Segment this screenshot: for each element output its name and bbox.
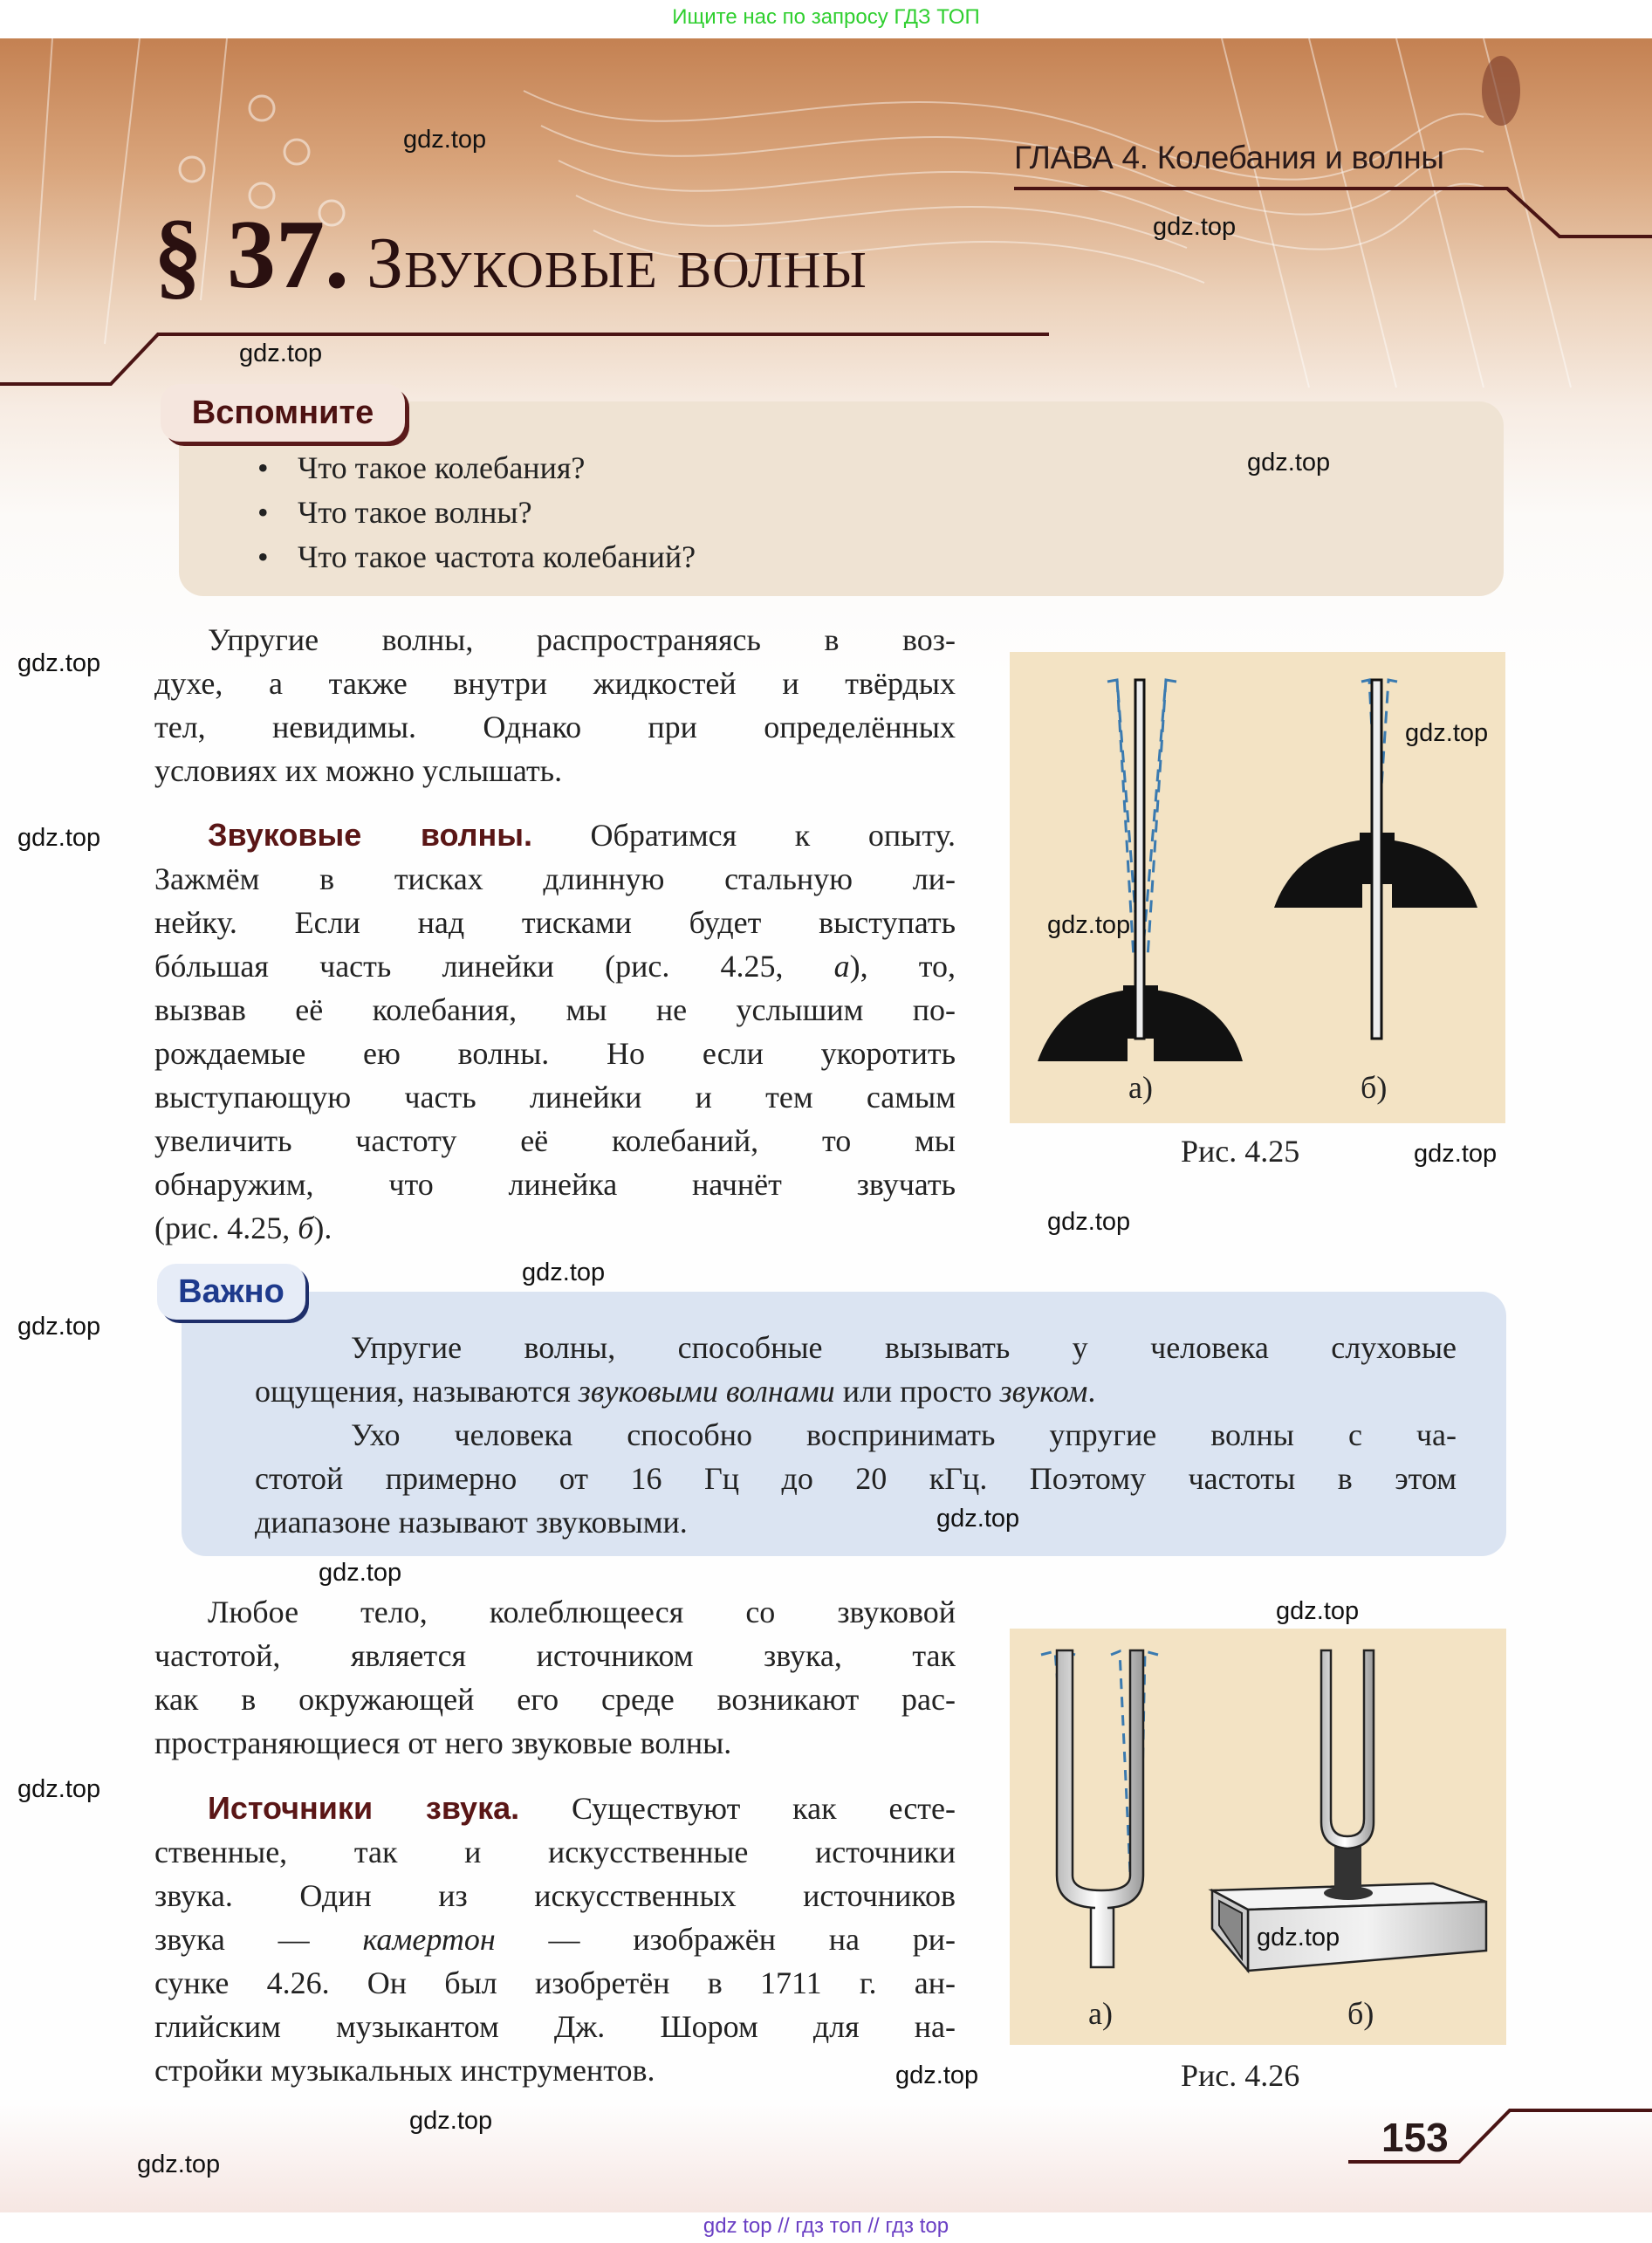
gdz-watermark: gdz.top bbox=[17, 649, 101, 677]
inline-heading: Звуковые волны. bbox=[208, 817, 532, 853]
gdz-watermark: gdz.top bbox=[239, 340, 323, 367]
text-segment: ). bbox=[313, 1211, 332, 1245]
emphasis-text: б bbox=[298, 1211, 314, 1245]
text-segment: бóльшая часть линейки (рис. 4.25, bbox=[154, 949, 834, 984]
gdz-watermark: gdz.top bbox=[319, 1559, 402, 1587]
text-segment: ощущения, называются bbox=[255, 1374, 579, 1409]
remember-item-text: Что такое частота колебаний? bbox=[298, 539, 696, 574]
gdz-watermark: gdz.top bbox=[895, 2061, 979, 2089]
text-segment: . bbox=[1087, 1374, 1096, 1409]
bullet-icon: • bbox=[257, 450, 269, 485]
figure-label-a: а) bbox=[1088, 1996, 1113, 2031]
text-segment: Упругие волны, способные вызывать у человека слуховые bbox=[351, 1330, 1457, 1365]
inline-heading: Источники звука. bbox=[208, 1790, 520, 1826]
text-segment: тел, невидимы. Однако при определённых bbox=[154, 710, 956, 744]
bottom-watermark-banner bbox=[0, 2212, 1652, 2243]
emphasis-text: звуковыми волнами bbox=[578, 1374, 835, 1409]
emphasis-text: камертон bbox=[362, 1922, 496, 1957]
text-segment: ), то, bbox=[849, 949, 956, 984]
text-segment: звука — bbox=[154, 1922, 363, 1957]
text-segment: сунке 4.26. Он был изобретён в 1711 г. ан- bbox=[154, 1965, 956, 2000]
gdz-watermark: gdz.top bbox=[17, 824, 101, 852]
page-number: 153 bbox=[1381, 2115, 1449, 2160]
gdz-watermark: gdz.top bbox=[522, 1259, 606, 1286]
gdz-watermark: gdz.top bbox=[403, 126, 487, 154]
text-segment: выступающую часть линейки и тем самым bbox=[154, 1080, 956, 1115]
top-watermark-text: Ищите нас по запросу ГДЗ ТОП bbox=[672, 5, 980, 29]
gdz-watermark: gdz.top bbox=[1276, 1597, 1360, 1625]
text-segment: Любое тело, колеблющееся со звуковой bbox=[208, 1595, 956, 1629]
text-segment: рождаемые ею волны. Но если укоротить bbox=[154, 1036, 956, 1071]
text-segment: Обратимся к опыту. bbox=[531, 818, 956, 853]
text-segment: Зажмём в тисках длинную стальную ли- bbox=[154, 861, 956, 896]
text-segment: обнаружим, что линейка начнёт звучать bbox=[154, 1167, 956, 1202]
gdz-watermark: gdz.top bbox=[1405, 719, 1489, 747]
chapter-header: ГЛАВА 4. Колебания и волны bbox=[1014, 140, 1444, 175]
text-segment: ственные, так и искусственные источники bbox=[154, 1835, 956, 1869]
text-segment: (рис. 4.25, bbox=[154, 1211, 298, 1245]
gdz-watermark: gdz.top bbox=[409, 2107, 493, 2135]
text-segment: условиях их можно услышать. bbox=[154, 753, 563, 788]
gdz-watermark: gdz.top bbox=[17, 1775, 101, 1803]
figure-caption: Рис. 4.25 bbox=[1181, 1134, 1300, 1169]
remember-item-text: Что такое волны? bbox=[298, 495, 532, 530]
text-segment: Упругие волны, распространяясь в воз- bbox=[208, 622, 956, 657]
gdz-watermark: gdz.top bbox=[936, 1505, 1020, 1533]
gdz-watermark: gdz.top bbox=[1153, 213, 1237, 241]
gdz-watermark: gdz.top bbox=[1047, 1208, 1131, 1236]
remember-item-text: Что такое колебания? bbox=[298, 450, 586, 485]
emphasis-text: звуком bbox=[999, 1374, 1088, 1409]
text-segment: стройки музыкальных инструментов. bbox=[154, 2053, 655, 2088]
top-watermark-banner bbox=[0, 0, 1652, 38]
bottom-watermark-text: gdz top // гдз топ // гдз top bbox=[703, 2214, 949, 2238]
gdz-watermark: gdz.top bbox=[137, 2150, 221, 2178]
section-number: § 37. bbox=[154, 201, 349, 309]
figure-label-a: а) bbox=[1128, 1070, 1153, 1105]
text-segment: звука. Один из искусственных источников bbox=[154, 1878, 956, 1913]
text-segment: глийским музыкантом Дж. Шором для на- bbox=[154, 2009, 956, 2044]
text-segment: нейку. Если над тисками будет выступать bbox=[154, 905, 956, 940]
gdz-watermark: gdz.top bbox=[1047, 911, 1131, 939]
text-segment: духе, а также внутри жидкостей и твёрдых bbox=[154, 666, 956, 701]
text-segment: Существуют как есте- bbox=[519, 1791, 956, 1826]
bullet-icon: • bbox=[257, 539, 269, 574]
text-segment: диапазоне называют звуковыми. bbox=[255, 1505, 688, 1540]
text-segment: — изображён на ри- bbox=[495, 1922, 956, 1957]
text-segment: Ухо человека способно воспринимать упругие волны с ча- bbox=[351, 1417, 1457, 1452]
text-segment: увеличить частоту её колебаний, то мы bbox=[154, 1123, 956, 1158]
important-label: Важно bbox=[157, 1264, 305, 1320]
text-segment: или просто bbox=[834, 1374, 1000, 1409]
emphasis-text: а bbox=[833, 949, 850, 984]
figure-label-b: б) bbox=[1361, 1070, 1388, 1105]
remember-label: Вспомните bbox=[161, 384, 405, 442]
gdz-watermark: gdz.top bbox=[17, 1313, 101, 1341]
text-segment: пространяющиеся от него звуковые волны. bbox=[154, 1725, 732, 1760]
text-segment: как в окружающей его среде возникают рас- bbox=[154, 1682, 956, 1717]
text-segment: вызвав её колебания, мы не услышим по- bbox=[154, 992, 956, 1027]
figure-caption: Рис. 4.26 bbox=[1181, 2058, 1300, 2093]
bullet-icon: • bbox=[257, 495, 269, 530]
gdz-watermark: gdz.top bbox=[1257, 1924, 1340, 1951]
text-segment: стотой примерно от 16 Гц до 20 кГц. Поэтому частоты в этом bbox=[255, 1461, 1457, 1496]
text-segment: частотой, является источником звука, так bbox=[154, 1638, 956, 1673]
gdz-watermark: gdz.top bbox=[1414, 1140, 1498, 1168]
gdz-watermark: gdz.top bbox=[1247, 449, 1331, 477]
figure-label-b: б) bbox=[1347, 1996, 1374, 2031]
textbook-page bbox=[0, 38, 1652, 2212]
section-title: Звуковые волны bbox=[367, 223, 867, 304]
